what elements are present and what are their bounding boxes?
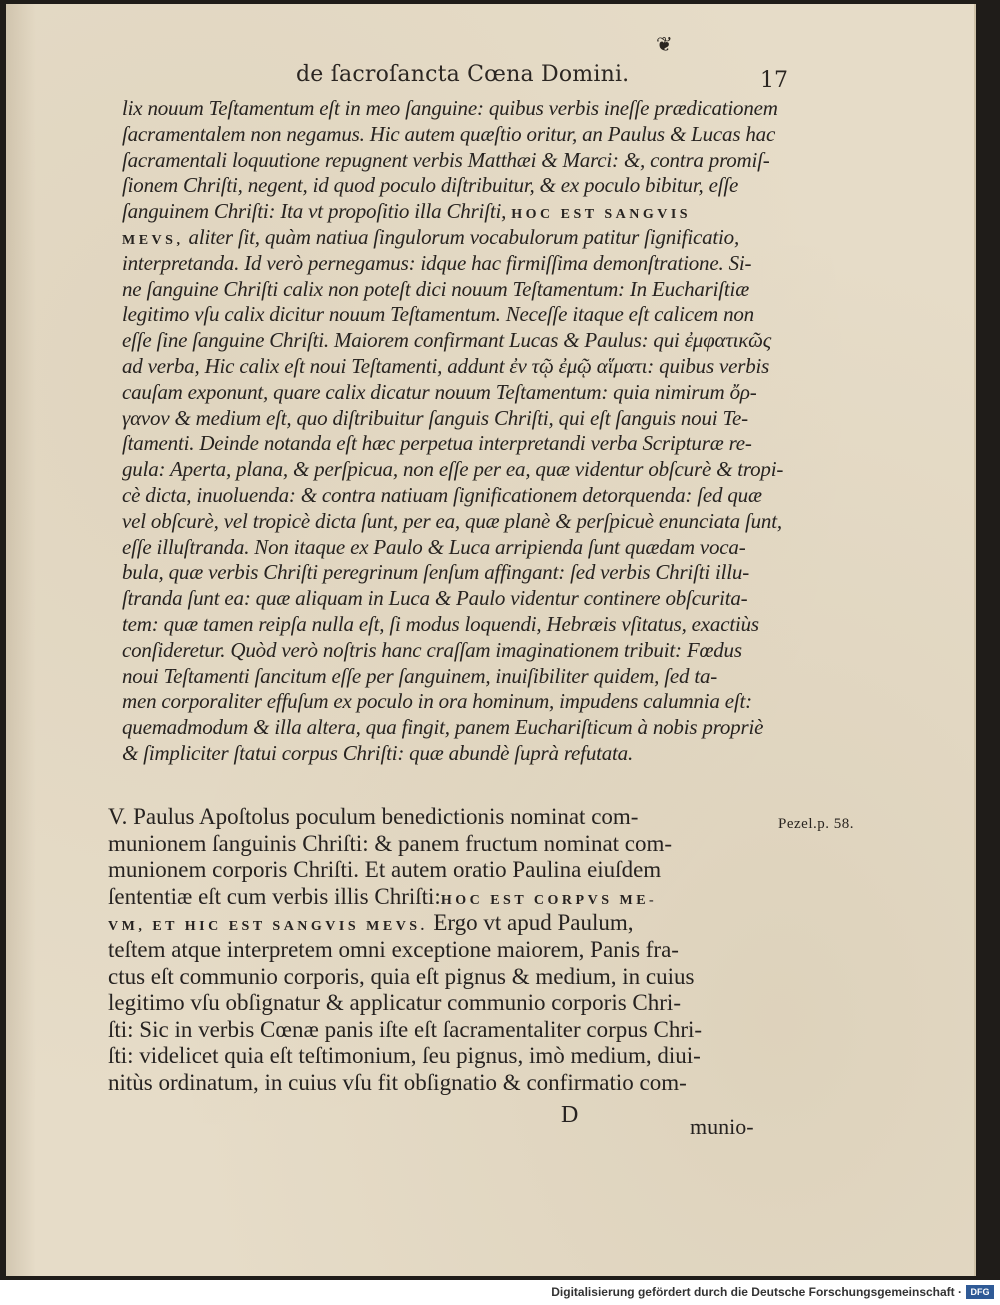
- text-line: ſionem Chriſti, negent, id quod poculo diſtribuitur, & ex poculo bibitur, eſſe: [122, 173, 739, 198]
- text-line: legitimo vſu calix dicitur nouum Teſtamentum. Neceſſe itaque eſt calicem non: [122, 302, 754, 327]
- catchword: munio-: [690, 1114, 754, 1139]
- text-line: noui Teſtamenti ſancitum eſſe per ſanguinem, inuiſibiliter quidem, ſed ta-: [122, 663, 718, 688]
- small-caps-phrase: HOC EST CORPVS ME-: [440, 892, 658, 908]
- text-line: conſideretur. Quòd verò noſtris hanc craſſam imaginationem tribuit: Fœdus: [122, 637, 742, 662]
- small-caps-phrase: HOC EST SANGVIS: [511, 207, 692, 223]
- roman-paragraph: [108, 804, 788, 1097]
- page-number: 17: [760, 68, 788, 93]
- text-line: quemadmodum & illa altera, qua fingit, panem Euchariſticum à nobis propriè: [122, 715, 764, 740]
- text-line: & ſimpliciter ſtatui corpus Chriſti: quæ abundè ſuprà refutata.: [122, 740, 634, 765]
- footer-credit: Digitalisierung gefördert durch die Deutsche Forschungsgemeinschaft ·: [551, 1285, 962, 1299]
- text-line: V. Paulus Apoſtolus poculum benedictionis nominat com-: [108, 804, 639, 829]
- text-line: nitùs ordinatum, in cuius vſu fit obſignatio & confirmatio com-: [108, 1069, 687, 1095]
- book-page: [6, 4, 976, 1276]
- text-line: munionem ſanguinis Chriſti: & panem fructum nominat com-: [108, 830, 673, 856]
- text-line: [108, 910, 788, 937]
- text-line: [108, 884, 788, 911]
- italic-paragraph: [122, 96, 802, 767]
- text-line: ſacramentalem non negamus. Hic autem quæſtio oritur, an Paulus & Lucas hac: [122, 121, 776, 146]
- margin-note: Pezel.p. 58.: [778, 816, 854, 832]
- text-segment: ſententiæ eſt cum verbis illis Chriſti:: [108, 883, 441, 909]
- footer-bar: [0, 1280, 1000, 1305]
- text-line: eſſe ſine ſanguine Chriſti. Maiorem confirmant Lucas & Paulus: qui ἐμφατικῶς: [122, 328, 772, 353]
- text-line: ſtranda ſunt ea: quæ aliquam in Luca & Paulo videntur continere obſcurita-: [122, 586, 748, 611]
- text-line: munionem corporis Chriſti. Et autem oratio Paulina eiuſdem: [108, 857, 662, 883]
- text-line: [122, 225, 802, 251]
- dfg-logo-icon: DFG: [966, 1285, 994, 1299]
- text-line: interpretanda. Id verò pernegamus: idque hac firmiſſima demonſtratione. Si-: [122, 250, 752, 275]
- text-line: teſtem atque interpretem omni exceptione maiorem, Panis fra-: [108, 936, 679, 962]
- text-segment: Ergo vt apud Paulum,: [433, 910, 634, 936]
- text-line: ad verba, Hic calix eſt noui Teſtamenti, addunt ἐν τῷ ἐμῷ αἵματι: quibus verbis: [122, 353, 770, 378]
- text-line: ſti: Sic in verbis Cœnæ panis iſte eſt ſacramentaliter corpus Chri-: [108, 1016, 703, 1042]
- text-segment: ſanguinem Chriſti: Ita vt propoſitio illa Chriſti,: [122, 199, 507, 224]
- text-line: ctus eſt communio corporis, quia eſt pignus & medium, in cuius: [108, 963, 695, 989]
- text-line: tem: quæ tamen reipſa nulla eſt, ſi modus loquendi, Hebræis vſitatus, exactiùs: [122, 611, 759, 636]
- signature-mark: D: [561, 1102, 579, 1128]
- small-caps-phrase: MEVS,: [122, 232, 184, 248]
- text-line: [122, 199, 802, 225]
- text-line: bula, quæ verbis Chriſti peregrinum ſenſum affingant: ſed verbis Chriſti illu-: [122, 560, 750, 585]
- text-line: eſſe illuſtranda. Non itaque ex Paulo & Luca arripienda ſunt quædam voca-: [122, 534, 746, 559]
- text-line: γανον & medium eſt, quo diſtribuitur ſanguis Chriſti, qui eſt ſanguis noui Te-: [122, 405, 748, 430]
- text-line: ſtamenti. Deinde notanda eſt hæc perpetua interpretandi verba Scripturæ re-: [122, 431, 752, 456]
- text-line: cè dicta, inuoluenda: & contra natiuam ſignificationem detorquenda: ſed quæ: [122, 482, 762, 507]
- text-line: cauſam exponunt, quare calix dicatur nouum Teſtamentum: quia nimirum ὄρ-: [122, 379, 757, 404]
- text-line: vel obſcurè, vel tropicè dicta ſunt, per ea, quæ planè & perſpicuè enunciata ſunt,: [122, 508, 782, 533]
- text-line: lix nouum Teſtamentum eſt in meo ſanguine: quibus verbis ineſſe prædicationem: [122, 96, 778, 120]
- text-line: men corporaliter effuſum ex poculo in ora hominum, impudens calumnia eſt:: [122, 689, 752, 714]
- ornament-icon: ❦: [656, 32, 673, 56]
- running-head: de ſacroſancta Cœna Domini.: [296, 62, 630, 87]
- text-segment: aliter ſit, quàm natiua ſingulorum vocabulorum patitur ſignificatio,: [188, 224, 739, 249]
- text-line: ſacramentali loquutione repugnent verbis Matthæi & Marci: &, contra promiſ-: [122, 147, 770, 172]
- text-line: legitimo vſu obſignatur & applicatur communio corporis Chri-: [108, 990, 681, 1016]
- text-line: ſti: videlicet quia eſt teſtimonium, ſeu pignus, imò medium, diui-: [108, 1043, 701, 1069]
- text-line: ne ſanguine Chriſti calix non poteſt dici nouum Teſtamentum: In Euchariſtiæ: [122, 276, 749, 301]
- small-caps-phrase: VM, ET HIC EST SANGVIS MEVS.: [108, 919, 428, 935]
- text-line: gula: Aperta, plana, & perſpicua, non eſſe per ea, quæ videntur obſcurè & tropi-: [122, 457, 784, 482]
